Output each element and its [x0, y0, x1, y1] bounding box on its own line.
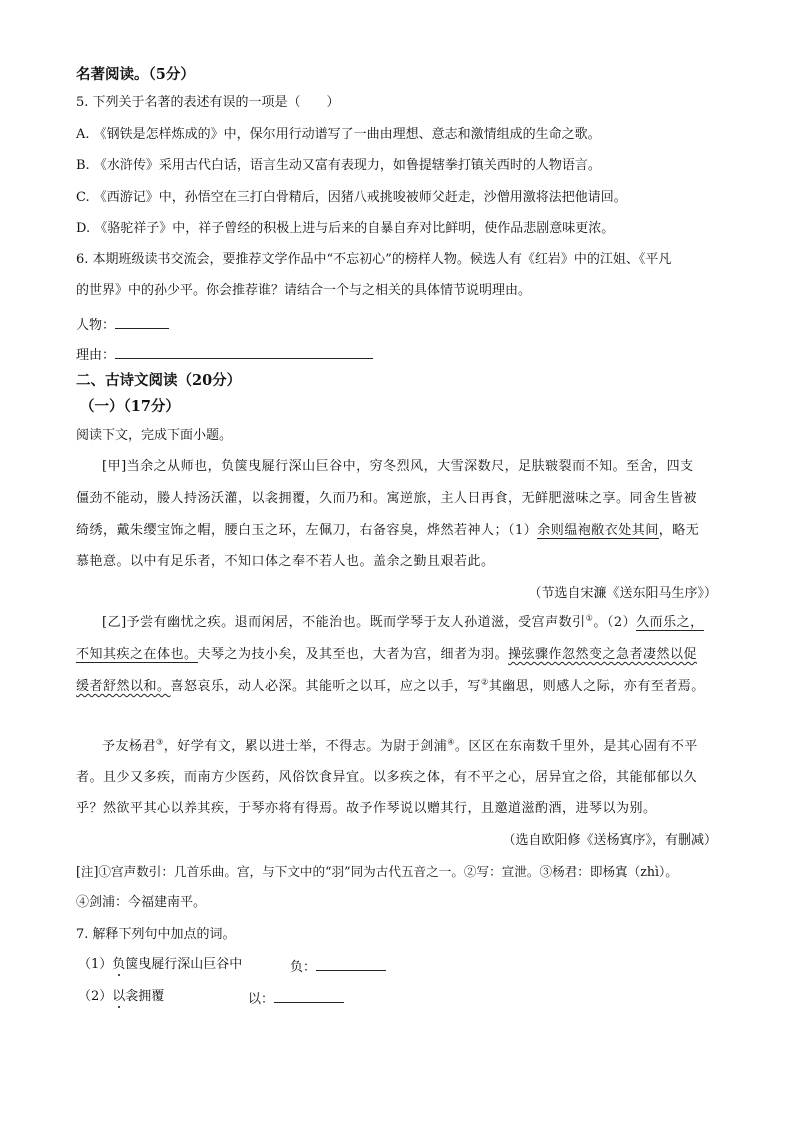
option-d: D. 《骆驼祥子》中，祥子曾经的积极上进与后来的自暴自弃对比鲜明，使作品悲剧意味更浓。	[76, 221, 615, 236]
person-answer-row	[76, 314, 169, 335]
notes-line1: [注]①宫声数引：几首乐曲。宫，与下文中的“羽”同为古代五音之一。②写：宣泄。③杨君：即杨寘（zhì）。	[76, 864, 678, 879]
section-title-gushiwen: 二、古诗文阅读（20分）	[76, 372, 242, 389]
option-a: A. 《钢铁是怎样炼成的》中，保尔用行动谱写了一曲由理想、意志和激情组成的生命之歌。	[76, 127, 601, 142]
reason-answer-row	[76, 344, 373, 365]
passage-yi-line3: 缓者舒然以和。喜怒哀乐，动人必深。其能听之以耳，应之以手，写②其幽思，则感人之际，亦有至者焉。	[76, 677, 705, 694]
question-7-item2: （2）以衾拥覆	[78, 989, 165, 1004]
passage-yi-line5: 者。且少又多疾，而南方少医药，风俗饮食异宜。以多疾之体，有不平之心，居异宜之俗，其能郁郁以久	[76, 770, 698, 785]
passage-yi-line2: 不知其疾之在体也。夫琴之为技小矣，及其至也，大者为宫，细者为羽。操弦骤作忽然变之急者凄然以促	[76, 647, 698, 662]
reading-instruction: 阅读下文，完成下面小题。	[76, 428, 233, 443]
passage-jia-source: （节选自宋濂《送东阳马生序》）	[528, 586, 717, 601]
passage-jia-line3: 绮绣，戴朱缨宝饰之帽，腰白玉之环，左佩刀，右备容臭，烨然若神人；（1）余则缊袍敝衣处其间，略无	[76, 523, 700, 538]
question-6-line2: 的世界》中的孙少平。你会推荐谁？请结合一个与之相关的具体情节说明理由。	[76, 283, 532, 298]
passage-yi-line6: 乎？然欲平其心以养其疾，于琴亦将有得焉。故予作琴说以赠其行，且邀道滋酌酒，进琴以为别。	[76, 801, 657, 816]
underlined-sentence-1: 余则缊袍敝衣处其间	[537, 523, 659, 538]
underlined-sentence-2a: 久而乐之，	[636, 615, 704, 630]
option-c: C. 《西游记》中，孙悟空在三打白骨精后，因猪八戒挑唆被师父赶走，沙僧用激将法把他请回。	[76, 190, 627, 205]
subsection-title: （一）（17分）	[80, 398, 180, 415]
passage-yi-line1: [乙]予尝有幽忧之疾。退而闲居，不能治也。既而学琴于友人孙道滋，受宫声数引①。（2）久而乐之，	[102, 613, 704, 630]
underlined-sentence-2b: 不知其疾之在体也。	[76, 647, 198, 662]
question-7-stem: 7. 解释下列句中加点的词。	[76, 927, 236, 942]
passage-jia-line4: 慕艳意。以中有足乐者，不知口体之奉不若人也。盖余之勤且艰若此。	[76, 554, 495, 569]
question-7-answer1: 负：	[290, 956, 386, 977]
wavy-underlined-sentence-b: 缓者舒然以和。	[76, 679, 171, 694]
question-5-stem: 5. 下列关于名著的表述有误的一项是（ ）	[76, 95, 340, 110]
question-7-answer2: 以：	[248, 988, 344, 1009]
person-blank[interactable]	[115, 314, 169, 329]
notes-line2: ④剑浦：今福建南平。	[76, 895, 207, 910]
answer-blank-2[interactable]	[274, 988, 344, 1003]
answer-blank-1[interactable]	[316, 956, 386, 971]
option-b: B. 《水浒传》采用古代白话，语言生动又富有表现力，如鲁提辖拳打镇关西时的人物语言。	[76, 158, 601, 173]
reason-blank[interactable]	[115, 344, 373, 359]
passage-jia-line2: 僵劲不能动，媵人持汤沃灌，以衾拥覆，久而乃和。寓逆旅，主人日再食，无鲜肥滋味之享。同舍生皆被	[76, 491, 698, 506]
passage-yi-line4: 予友杨君③，好学有文，累以进士举，不得志。为尉于剑浦④。区区在东南数千里外，是其心固有不平	[102, 737, 698, 754]
question-6-line1: 6. 本期班级读书交流会，要推荐文学作品中“不忘初心”的榜样人物。候选人有《红岩》中的江姐、《平凡	[76, 252, 672, 267]
reason-label: 理由：	[76, 348, 116, 363]
wavy-underlined-sentence-a: 操弦骤作忽然变之急者凄然以促	[508, 647, 698, 662]
passage-yi-source: （选自欧阳修《送杨寘序》，有删减）	[502, 833, 717, 848]
section-title-mingzhu: 名著阅读。（5分）	[76, 66, 195, 83]
dotted-char-yi: 以	[112, 989, 126, 1004]
person-label: 人物：	[76, 318, 116, 333]
dotted-char-fu: 负	[112, 957, 126, 972]
passage-jia-line1: [甲]当余之从师也，负箧曳屣行深山巨谷中，穷冬烈风，大雪深数尺，足肤皲裂而不知。至舍，四支	[102, 459, 694, 474]
question-7-item1: （1）负箧曳屣行深山巨谷中	[78, 957, 243, 972]
